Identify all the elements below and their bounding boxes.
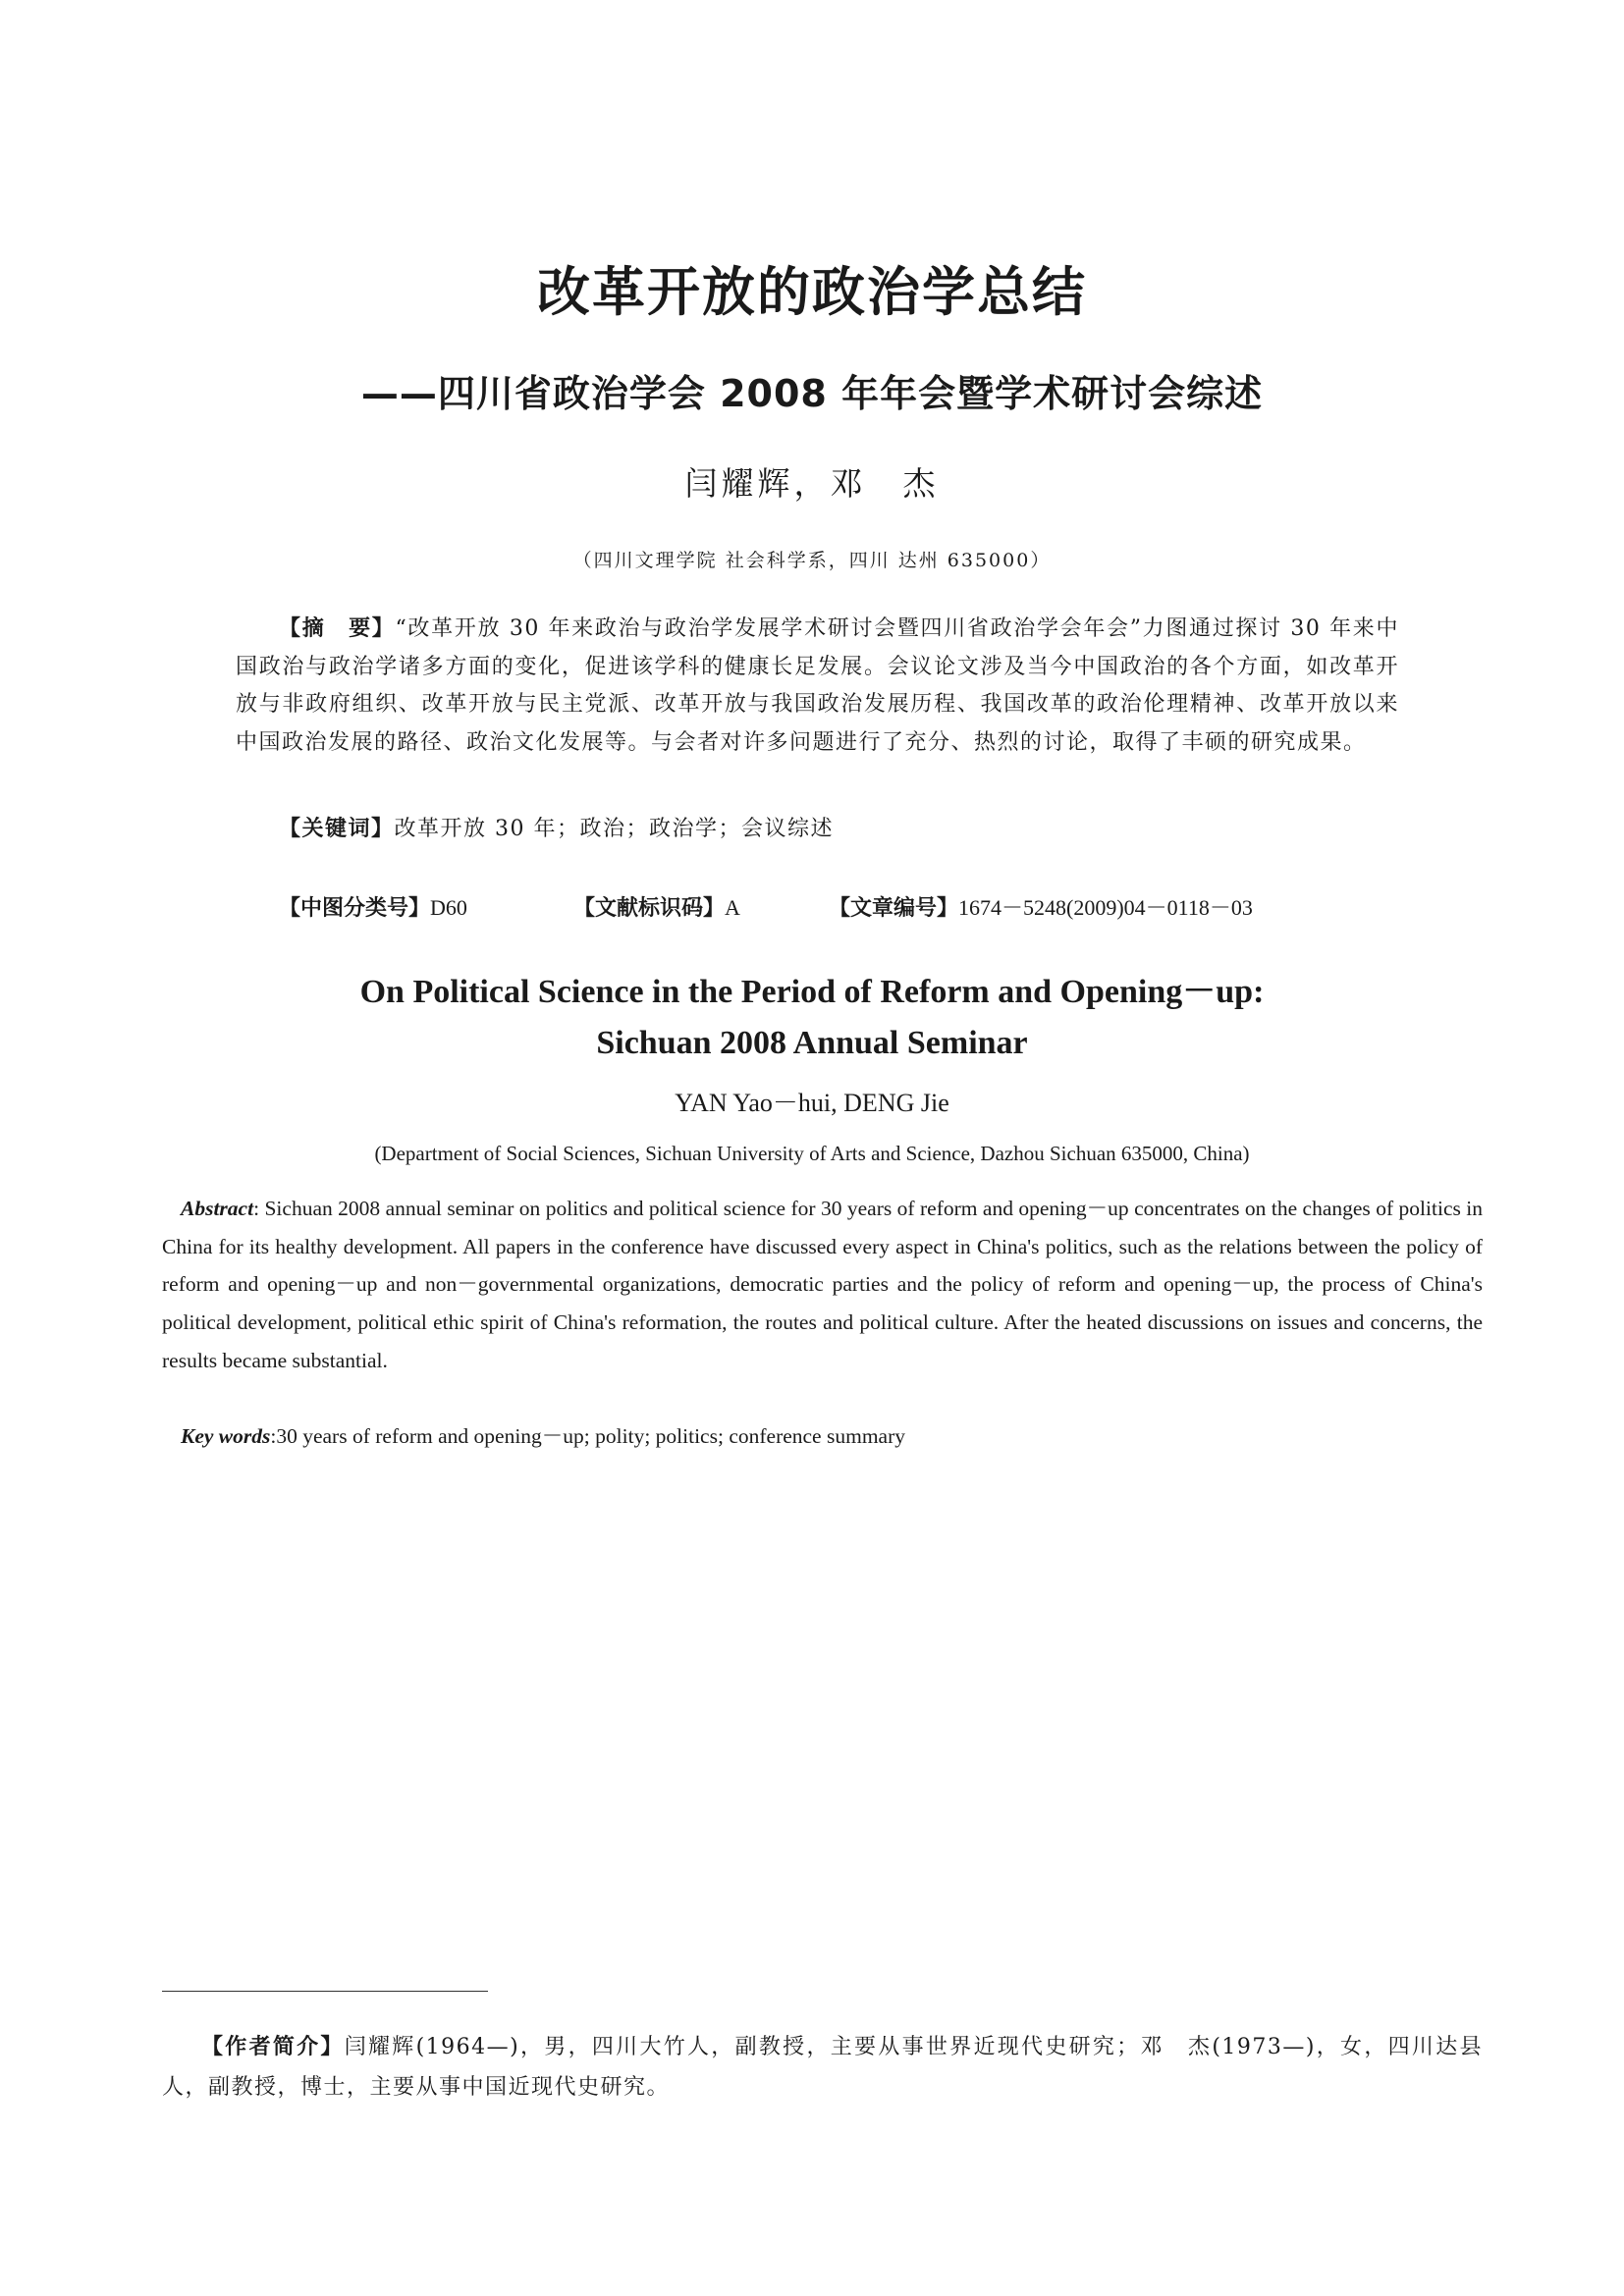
title-en-line2: Sichuan 2008 Annual Seminar xyxy=(596,1025,1028,1061)
clc-number xyxy=(279,889,467,928)
affiliation-en: (Department of Social Sciences, Sichuan University of Arts and Science, Dazhou Sichuan 635000, China) xyxy=(374,1142,1250,1165)
keywords-cn-label: 【关键词】 xyxy=(279,817,395,841)
document-code-label: 【文献标识码】 xyxy=(573,896,726,921)
abstract-en-text: : Sichuan 2008 annual seminar on politics and political science for 30 years of reform and opening－up concentrates on the changes of politics in China for its healthy development. All papers in the conference have discussed every aspect in China's politics, such as the relations between the policy of reform and opening－up and non－governmental organizations, democratic parties and the policy of reform and opening－up, the process of China's political development, political ethic spirit of China's reformation, the routes and political culture. After the heated discussions on issues and concerns, the results became substantial. xyxy=(162,1197,1483,1372)
footnote-divider xyxy=(162,1991,488,1992)
authors-en: YAN Yao－hui, DENG Jie xyxy=(675,1089,949,1117)
title-en-line1: On Political Science in the Period of Reform and Opening－up: xyxy=(359,974,1265,1010)
abstract-en-label: Abstract xyxy=(181,1197,254,1220)
keywords-en xyxy=(181,1417,1477,1455)
keywords-en-text: :30 years of reform and opening－up; polity; politics; conference summary xyxy=(270,1424,905,1448)
document-code-value: A xyxy=(725,895,740,920)
affiliation-cn: （四川文理学院 社会科学系，四川 达州 635000） xyxy=(572,550,1052,571)
abstract-cn xyxy=(236,611,1399,762)
author-footnote xyxy=(162,2027,1483,2108)
clc-value: D60 xyxy=(430,895,467,920)
keywords-cn-text: 改革开放 30 年；政治；政治学；会议综述 xyxy=(394,817,834,841)
authors-cn: 闫耀辉，邓 杰 xyxy=(684,464,940,503)
title-cn: 改革开放的政治学总结 xyxy=(537,260,1087,323)
keywords-cn xyxy=(279,811,1398,848)
author-footnote-label: 【作者简介】 xyxy=(201,2035,345,2059)
article-number xyxy=(829,889,1253,928)
abstract-cn-label: 【摘 要】 xyxy=(279,616,396,641)
document-code xyxy=(573,889,740,928)
title-en xyxy=(0,967,1624,1069)
abstract-cn-text: “改革开放 30 年来政治与政治学发展学术研讨会暨四川省政治学会年会”力图通过探讨 30 年来中国政治与政治学诸多方面的变化，促进该学科的健康长足发展。会议论文涉及当今中国政治的各个方面，如改革开放与非政府组织、改革开放与民主党派、改革开放与我国政治发展历程、我国改革的政治伦理精神、改革开放以来中国政治发展的路径、政治文化发展等。与会者对许多问题进行了充分、热烈的讨论，取得了丰硕的研究成果。 xyxy=(236,616,1399,755)
article-number-value: 1674－5248(2009)04－0118－03 xyxy=(958,895,1253,920)
author-footnote-text: 闫耀辉(1964—)，男，四川大竹人，副教授，主要从事世界近现代史研究；邓 杰(1973—)，女，四川达县人，副教授，博士，主要从事中国近现代史研究。 xyxy=(162,2035,1483,2100)
abstract-en xyxy=(162,1190,1483,1380)
article-number-label: 【文章编号】 xyxy=(829,896,959,921)
clc-label: 【中图分类号】 xyxy=(279,896,431,921)
subtitle-cn: ——四川省政治学会 2008 年年会暨学术研讨会综述 xyxy=(360,372,1264,415)
keywords-en-label: Key words xyxy=(181,1424,271,1448)
